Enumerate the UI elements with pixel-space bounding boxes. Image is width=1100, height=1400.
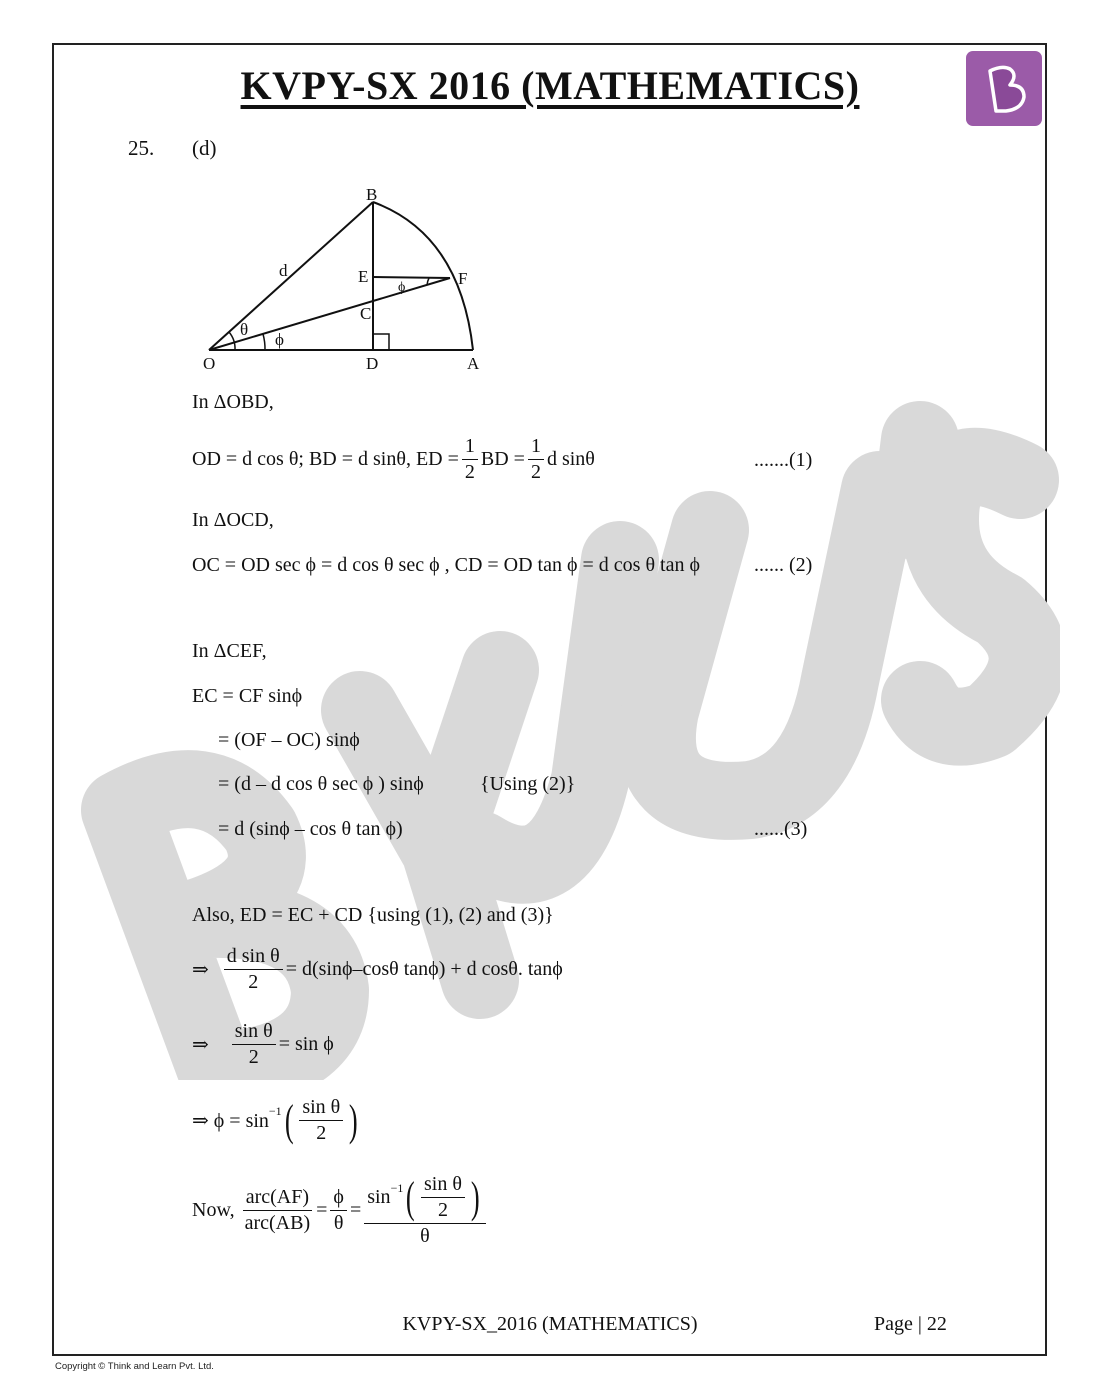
- fraction-half: [528, 436, 544, 483]
- question-answer: (d): [192, 136, 217, 160]
- equation-ref-3: ......(3): [754, 818, 808, 840]
- denominator: θ: [333, 1212, 344, 1234]
- numerator: d sin θ: [224, 946, 283, 970]
- text: sin: [367, 1186, 391, 1208]
- fraction-big: [364, 1174, 485, 1247]
- using-2-note: {Using (2)}: [480, 773, 576, 795]
- numerator: [364, 1174, 485, 1224]
- denominator: 2: [530, 461, 541, 483]
- point-label-d: D: [366, 354, 379, 373]
- denominator: 2: [248, 1046, 259, 1068]
- line-oc-cd: OC = OD sec ϕ = d cos θ sec ϕ , CD = OD tan ϕ = d cos θ tan ϕ: [192, 554, 700, 576]
- line-implies-1: [192, 946, 563, 993]
- inner-fraction: [421, 1174, 465, 1221]
- text: Now,: [192, 1199, 235, 1221]
- numerator: sin θ: [299, 1097, 343, 1121]
- denominator: 2: [316, 1122, 327, 1144]
- numerator: arc(AF): [243, 1187, 312, 1211]
- point-label-e: E: [358, 267, 369, 286]
- line-implies-2: [192, 1021, 334, 1068]
- left-paren: (: [406, 1172, 416, 1222]
- line-in-cef: In ΔCEF,: [192, 640, 267, 662]
- point-label-a: A: [467, 354, 480, 373]
- byjus-b-logo-icon: [966, 51, 1042, 126]
- text: = sin ϕ: [278, 1033, 334, 1055]
- line-implies-phi: [192, 1097, 361, 1144]
- angle-label-theta: θ: [240, 320, 249, 339]
- line-also-ed: Also, ED = EC + CD {using (1), (2) and (3)}: [192, 904, 554, 926]
- question-number: 25.: [128, 136, 155, 160]
- denominator: 2: [437, 1199, 448, 1221]
- page-title: KVPY-SX 2016 (MATHEMATICS): [240, 63, 860, 108]
- fraction-half: [462, 436, 478, 483]
- angle-label-phi: ϕ: [275, 330, 284, 349]
- numerator: sin θ: [421, 1174, 465, 1198]
- left-paren: (: [284, 1095, 294, 1145]
- geometry-diagram: [195, 184, 495, 374]
- angle-label-phi-f: ϕ: [398, 280, 406, 295]
- equals: =: [316, 1199, 328, 1221]
- text: OD = d cos θ; BD = d sinθ, ED =: [192, 448, 459, 470]
- numerator: ϕ: [330, 1187, 347, 1211]
- superscript: −1: [268, 1104, 282, 1118]
- point-label-o: O: [203, 354, 216, 373]
- fraction: [224, 946, 283, 993]
- line-d-sin: = d (sinϕ – cos θ tan ϕ): [218, 818, 403, 840]
- numerator: sin θ: [232, 1021, 276, 1045]
- footer-title: KVPY-SX_2016 (MATHEMATICS): [402, 1313, 698, 1335]
- implies-arrow: ⇒: [192, 1034, 209, 1056]
- right-paren: ): [349, 1095, 358, 1145]
- denominator: θ: [420, 1225, 430, 1247]
- line-ec: EC = CF sinϕ: [192, 685, 303, 707]
- denominator: arc(AB): [244, 1212, 311, 1234]
- denominator: 2: [248, 971, 259, 993]
- right-paren: ): [470, 1172, 480, 1222]
- text: BD =: [480, 448, 525, 470]
- point-label-f: F: [458, 269, 468, 288]
- page-number: Page | 22: [874, 1313, 947, 1335]
- equation-ref-2: ...... (2): [754, 554, 813, 576]
- line-in-obd: In ΔOBD,: [192, 391, 274, 413]
- text: = d(sinϕ–cosθ tanϕ) + d cosθ. tanϕ: [285, 958, 563, 980]
- line-in-ocd: In ΔOCD,: [192, 509, 274, 531]
- side-label-d: d: [279, 261, 288, 280]
- numerator: 1: [462, 436, 478, 460]
- implies-arrow: ⇒: [192, 959, 209, 981]
- superscript: −1: [390, 1181, 404, 1196]
- text: ⇒ ϕ = sin: [192, 1110, 269, 1132]
- fraction: [299, 1097, 343, 1144]
- equation-ref-1: .......(1): [754, 449, 813, 471]
- fraction-arc: [242, 1187, 314, 1234]
- line-of-oc: = (OF – OC) sinϕ: [218, 729, 360, 751]
- copyright-notice: Copyright © Think and Learn Pvt. Ltd.: [55, 1361, 214, 1372]
- numerator: 1: [528, 436, 544, 460]
- text: d sinθ: [546, 448, 595, 470]
- line-od-bd-ed: [192, 436, 595, 483]
- fraction: [232, 1021, 276, 1068]
- line-now-arc-ratio: [192, 1174, 489, 1247]
- point-label-c: C: [360, 304, 372, 323]
- equals: =: [349, 1199, 362, 1221]
- fraction-phi-theta: [330, 1187, 347, 1234]
- line-d-dcos: = (d – d cos θ sec ϕ ) sinϕ: [218, 773, 424, 795]
- point-label-b: B: [366, 185, 378, 204]
- denominator: 2: [464, 461, 475, 483]
